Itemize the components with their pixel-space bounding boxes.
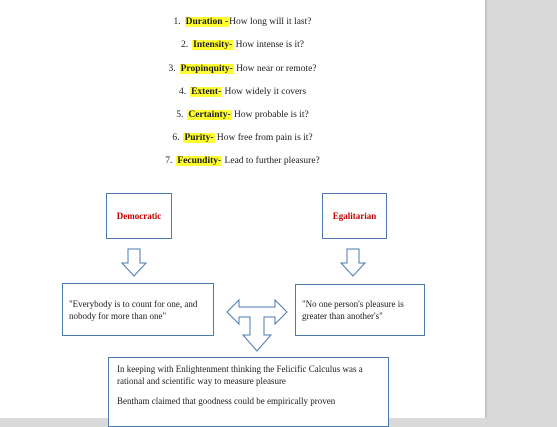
egalitarian-label: Egalitarian <box>332 211 377 221</box>
criterion-number: 7. <box>165 156 173 166</box>
egalitarian-quote: "No one person's pleasure is greater than another's" <box>302 299 404 321</box>
criterion-desc: How widely it covers <box>224 87 307 97</box>
democratic-quote: "Everybody is to count for one, and nobody for more than one" <box>69 298 198 321</box>
criterion-extent <box>0 87 485 97</box>
criterion-certainty <box>0 110 485 120</box>
democratic-label: Democratic <box>116 211 162 221</box>
criterion-number: 4. <box>178 87 187 97</box>
democratic-box <box>106 193 172 239</box>
criterion-desc: Lead to further pleasure? <box>224 156 320 166</box>
criterion-intensity <box>0 40 485 50</box>
summary-text-2: Bentham claimed that goodness could be empirically proven <box>117 396 336 406</box>
criterion-number: 6. <box>172 133 180 143</box>
criterion-term: Extent- <box>191 87 222 97</box>
criterion-number: 5. <box>176 110 184 120</box>
egalitarian-quote-box <box>295 284 425 336</box>
criterion-number: 2. <box>181 40 189 50</box>
criterion-number: 1. <box>173 17 181 27</box>
criterion-term: Intensity- <box>193 40 233 50</box>
criterion-term: Purity- <box>184 133 214 143</box>
criterion-desc: How near or remote? <box>236 64 317 74</box>
three-way-arrow-icon <box>226 295 288 353</box>
summary-box <box>108 357 389 427</box>
criterion-term: Duration - <box>185 17 229 27</box>
democratic-quote-box <box>62 283 214 336</box>
criterion-term: Fecundity- <box>177 156 222 166</box>
summary-text-1: In keeping with Enlightenment thinking the Felicific Calculus was a rational and scientific way to measure pleasure <box>117 364 363 386</box>
criterion-desc: How free from pain is it? <box>216 133 313 143</box>
criterion-number: 3. <box>168 64 176 74</box>
criterion-desc: How long will it last? <box>229 17 312 27</box>
criterion-fecundity <box>0 156 485 166</box>
criterion-duration <box>0 17 485 27</box>
down-arrow-left-icon <box>121 249 147 277</box>
criterion-term: Propinquity- <box>180 64 233 74</box>
criterion-term: Certainty- <box>188 110 231 120</box>
criterion-desc: How probable is it? <box>234 110 309 120</box>
criterion-desc: How intense is it? <box>235 40 304 50</box>
down-arrow-right-icon <box>340 249 366 277</box>
egalitarian-box <box>322 193 387 239</box>
criterion-purity <box>0 133 485 143</box>
criterion-propinquity <box>0 64 485 74</box>
page-edge-shadow <box>485 0 488 418</box>
